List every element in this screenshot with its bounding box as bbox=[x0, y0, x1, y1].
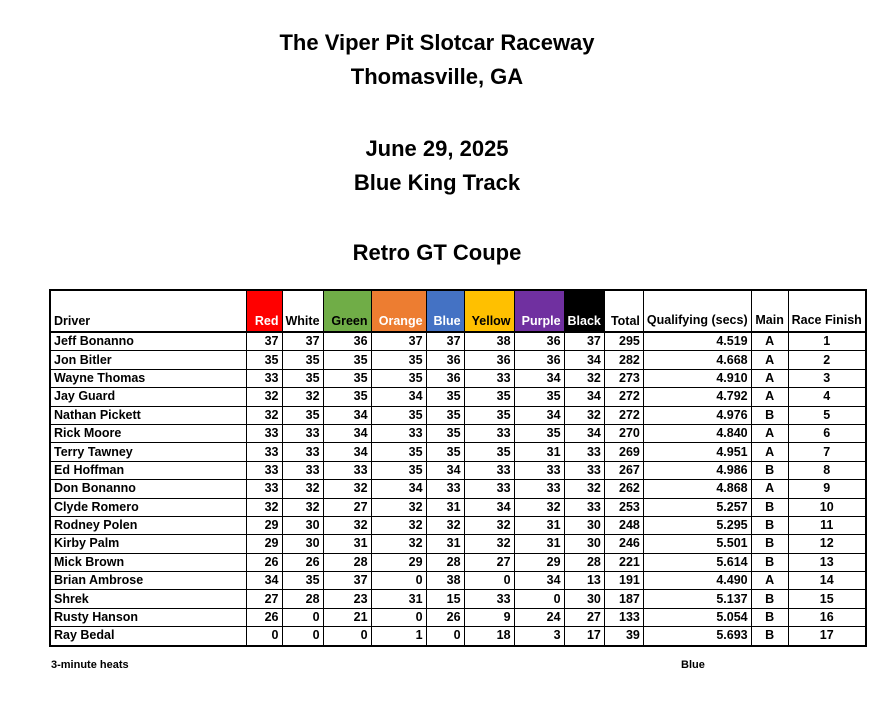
col-total-cell: 269 bbox=[604, 443, 643, 461]
header-row bbox=[50, 290, 866, 332]
col-blue-lane-cell: 36 bbox=[426, 351, 464, 369]
col-total-cell: 253 bbox=[604, 498, 643, 516]
col-driver-cell: Rodney Polen bbox=[50, 516, 246, 534]
col-yellow-lane-cell: 18 bbox=[464, 627, 514, 646]
col-blue-lane-cell: 35 bbox=[426, 443, 464, 461]
col-purple-lane-cell: 0 bbox=[514, 590, 564, 608]
col-red-lane-cell: 35 bbox=[246, 351, 282, 369]
col-black-lane-cell: 33 bbox=[564, 498, 604, 516]
col-red-lane-header: Red bbox=[246, 290, 282, 332]
col-yellow-lane-cell: 38 bbox=[464, 332, 514, 351]
col-white-lane-cell: 35 bbox=[282, 369, 323, 387]
results-table bbox=[49, 289, 867, 647]
col-total-cell: 270 bbox=[604, 424, 643, 442]
col-yellow-lane-cell: 36 bbox=[464, 351, 514, 369]
col-driver-cell: Shrek bbox=[50, 590, 246, 608]
col-white-lane-cell: 35 bbox=[282, 406, 323, 424]
col-white-lane-cell: 33 bbox=[282, 424, 323, 442]
col-white-lane-cell: 35 bbox=[282, 572, 323, 590]
col-purple-lane-cell: 36 bbox=[514, 351, 564, 369]
table-row bbox=[50, 608, 866, 626]
col-orange-lane-cell: 1 bbox=[371, 627, 426, 646]
col-yellow-lane-cell: 35 bbox=[464, 388, 514, 406]
table-row bbox=[50, 332, 866, 351]
col-race-finish-cell: 5 bbox=[788, 406, 866, 424]
table-row bbox=[50, 627, 866, 646]
col-green-lane-cell: 23 bbox=[323, 590, 371, 608]
col-qualifying-cell: 4.868 bbox=[643, 480, 751, 498]
col-orange-lane-cell: 34 bbox=[371, 388, 426, 406]
col-blue-lane-cell: 35 bbox=[426, 424, 464, 442]
col-green-lane-header: Green bbox=[323, 290, 371, 332]
race-date: June 29, 2025 bbox=[365, 136, 509, 161]
col-purple-lane-cell: 31 bbox=[514, 516, 564, 534]
col-main-cell: B bbox=[751, 627, 788, 646]
col-black-lane-cell: 34 bbox=[564, 351, 604, 369]
col-race-finish-header: Race Finish bbox=[788, 290, 866, 332]
col-qualifying-cell: 4.490 bbox=[643, 572, 751, 590]
col-total-cell: 282 bbox=[604, 351, 643, 369]
col-green-lane-cell: 34 bbox=[323, 406, 371, 424]
col-blue-lane-cell: 33 bbox=[426, 480, 464, 498]
col-white-lane-cell: 32 bbox=[282, 480, 323, 498]
col-orange-lane-cell: 0 bbox=[371, 572, 426, 590]
col-total-cell: 267 bbox=[604, 461, 643, 479]
col-driver-cell: Terry Tawney bbox=[50, 443, 246, 461]
col-blue-lane-cell: 35 bbox=[426, 406, 464, 424]
col-driver-header: Driver bbox=[50, 290, 246, 332]
col-orange-lane-cell: 32 bbox=[371, 535, 426, 553]
col-green-lane-cell: 35 bbox=[323, 351, 371, 369]
col-driver-cell: Jon Bitler bbox=[50, 351, 246, 369]
col-orange-lane-cell: 35 bbox=[371, 351, 426, 369]
col-black-lane-cell: 17 bbox=[564, 627, 604, 646]
col-total-cell: 262 bbox=[604, 480, 643, 498]
col-white-lane-cell: 35 bbox=[282, 351, 323, 369]
col-green-lane-cell: 31 bbox=[323, 535, 371, 553]
col-purple-lane-cell: 24 bbox=[514, 608, 564, 626]
col-main-cell: B bbox=[751, 590, 788, 608]
col-total-cell: 221 bbox=[604, 553, 643, 571]
col-total-cell: 248 bbox=[604, 516, 643, 534]
col-qualifying-cell: 4.976 bbox=[643, 406, 751, 424]
col-red-lane-cell: 32 bbox=[246, 388, 282, 406]
col-black-lane-cell: 32 bbox=[564, 369, 604, 387]
col-black-lane-cell: 13 bbox=[564, 572, 604, 590]
col-purple-lane-cell: 36 bbox=[514, 332, 564, 351]
col-main-cell: A bbox=[751, 572, 788, 590]
col-yellow-lane-cell: 9 bbox=[464, 608, 514, 626]
col-blue-lane-cell: 26 bbox=[426, 608, 464, 626]
col-red-lane-cell: 34 bbox=[246, 572, 282, 590]
col-green-lane-cell: 28 bbox=[323, 553, 371, 571]
col-orange-lane-cell: 37 bbox=[371, 332, 426, 351]
col-purple-lane-cell: 34 bbox=[514, 406, 564, 424]
table-row bbox=[50, 516, 866, 534]
col-orange-lane-cell: 32 bbox=[371, 516, 426, 534]
col-yellow-lane-cell: 33 bbox=[464, 590, 514, 608]
col-race-finish-cell: 3 bbox=[788, 369, 866, 387]
col-purple-lane-cell: 33 bbox=[514, 461, 564, 479]
table-row bbox=[50, 406, 866, 424]
col-green-lane-cell: 0 bbox=[323, 627, 371, 646]
col-black-lane-cell: 34 bbox=[564, 424, 604, 442]
col-race-finish-cell: 6 bbox=[788, 424, 866, 442]
col-green-lane-cell: 37 bbox=[323, 572, 371, 590]
col-race-finish-cell: 1 bbox=[788, 332, 866, 351]
table-row bbox=[50, 572, 866, 590]
col-qualifying-cell: 4.840 bbox=[643, 424, 751, 442]
col-race-finish-cell: 11 bbox=[788, 516, 866, 534]
col-main-cell: B bbox=[751, 498, 788, 516]
col-total-header: Total bbox=[604, 290, 643, 332]
col-race-finish-cell: 14 bbox=[788, 572, 866, 590]
col-purple-lane-cell: 31 bbox=[514, 443, 564, 461]
col-race-finish-cell: 9 bbox=[788, 480, 866, 498]
col-orange-lane-cell: 32 bbox=[371, 498, 426, 516]
col-green-lane-cell: 35 bbox=[323, 369, 371, 387]
col-qualifying-cell: 4.668 bbox=[643, 351, 751, 369]
col-orange-lane-cell: 0 bbox=[371, 608, 426, 626]
col-purple-lane-cell: 3 bbox=[514, 627, 564, 646]
col-qualifying-cell: 4.986 bbox=[643, 461, 751, 479]
col-total-cell: 273 bbox=[604, 369, 643, 387]
col-yellow-lane-cell: 34 bbox=[464, 498, 514, 516]
col-qualifying-cell: 5.614 bbox=[643, 553, 751, 571]
col-purple-lane-cell: 33 bbox=[514, 480, 564, 498]
col-red-lane-cell: 0 bbox=[246, 627, 282, 646]
col-total-cell: 272 bbox=[604, 388, 643, 406]
col-yellow-lane-cell: 0 bbox=[464, 572, 514, 590]
col-race-finish-cell: 7 bbox=[788, 443, 866, 461]
col-black-lane-header: Black bbox=[564, 290, 604, 332]
col-yellow-lane-cell: 33 bbox=[464, 424, 514, 442]
col-main-cell: B bbox=[751, 608, 788, 626]
col-red-lane-cell: 29 bbox=[246, 535, 282, 553]
col-driver-cell: Ed Hoffman bbox=[50, 461, 246, 479]
col-main-cell: B bbox=[751, 461, 788, 479]
col-green-lane-cell: 36 bbox=[323, 332, 371, 351]
col-red-lane-cell: 26 bbox=[246, 553, 282, 571]
col-driver-cell: Wayne Thomas bbox=[50, 369, 246, 387]
col-qualifying-cell: 5.054 bbox=[643, 608, 751, 626]
table-row bbox=[50, 443, 866, 461]
col-green-lane-cell: 32 bbox=[323, 480, 371, 498]
col-red-lane-cell: 29 bbox=[246, 516, 282, 534]
col-qualifying-cell: 4.910 bbox=[643, 369, 751, 387]
col-qualifying-header: Qualifying (secs) bbox=[643, 290, 751, 332]
col-blue-lane-cell: 31 bbox=[426, 498, 464, 516]
col-green-lane-cell: 21 bbox=[323, 608, 371, 626]
table-row bbox=[50, 480, 866, 498]
col-total-cell: 133 bbox=[604, 608, 643, 626]
col-black-lane-cell: 30 bbox=[564, 590, 604, 608]
col-main-cell: B bbox=[751, 535, 788, 553]
col-black-lane-cell: 30 bbox=[564, 516, 604, 534]
col-green-lane-cell: 35 bbox=[323, 388, 371, 406]
col-black-lane-cell: 28 bbox=[564, 553, 604, 571]
col-green-lane-cell: 34 bbox=[323, 443, 371, 461]
col-qualifying-cell: 5.295 bbox=[643, 516, 751, 534]
col-main-cell: B bbox=[751, 516, 788, 534]
col-yellow-lane-header: Yellow bbox=[464, 290, 514, 332]
col-green-lane-cell: 33 bbox=[323, 461, 371, 479]
col-total-cell: 39 bbox=[604, 627, 643, 646]
col-white-lane-cell: 37 bbox=[282, 332, 323, 351]
col-white-lane-cell: 0 bbox=[282, 608, 323, 626]
col-purple-lane-cell: 34 bbox=[514, 572, 564, 590]
col-black-lane-cell: 33 bbox=[564, 443, 604, 461]
col-black-lane-cell: 33 bbox=[564, 461, 604, 479]
col-main-cell: A bbox=[751, 332, 788, 351]
col-qualifying-cell: 4.519 bbox=[643, 332, 751, 351]
col-yellow-lane-cell: 33 bbox=[464, 480, 514, 498]
col-blue-lane-cell: 15 bbox=[426, 590, 464, 608]
col-race-finish-cell: 2 bbox=[788, 351, 866, 369]
col-qualifying-cell: 4.792 bbox=[643, 388, 751, 406]
col-white-lane-cell: 33 bbox=[282, 443, 323, 461]
col-red-lane-cell: 32 bbox=[246, 406, 282, 424]
col-red-lane-cell: 33 bbox=[246, 424, 282, 442]
table-row bbox=[50, 553, 866, 571]
col-white-lane-cell: 32 bbox=[282, 498, 323, 516]
col-main-cell: A bbox=[751, 480, 788, 498]
col-red-lane-cell: 26 bbox=[246, 608, 282, 626]
col-blue-lane-cell: 28 bbox=[426, 553, 464, 571]
col-blue-lane-cell: 32 bbox=[426, 516, 464, 534]
table-row bbox=[50, 498, 866, 516]
table-row bbox=[50, 424, 866, 442]
col-driver-cell: Brian Ambrose bbox=[50, 572, 246, 590]
col-race-finish-cell: 13 bbox=[788, 553, 866, 571]
col-orange-lane-cell: 34 bbox=[371, 480, 426, 498]
col-race-finish-cell: 10 bbox=[788, 498, 866, 516]
col-white-lane-header: White bbox=[282, 290, 323, 332]
col-blue-lane-cell: 38 bbox=[426, 572, 464, 590]
col-purple-lane-cell: 29 bbox=[514, 553, 564, 571]
table-row bbox=[50, 535, 866, 553]
col-main-cell: A bbox=[751, 424, 788, 442]
col-blue-lane-cell: 0 bbox=[426, 627, 464, 646]
col-main-cell: A bbox=[751, 388, 788, 406]
table-row bbox=[50, 461, 866, 479]
col-driver-cell: Ray Bedal bbox=[50, 627, 246, 646]
col-black-lane-cell: 32 bbox=[564, 406, 604, 424]
col-total-cell: 191 bbox=[604, 572, 643, 590]
col-purple-lane-cell: 35 bbox=[514, 388, 564, 406]
col-total-cell: 295 bbox=[604, 332, 643, 351]
col-main-cell: B bbox=[751, 406, 788, 424]
col-purple-lane-cell: 34 bbox=[514, 369, 564, 387]
col-yellow-lane-cell: 32 bbox=[464, 516, 514, 534]
col-white-lane-cell: 32 bbox=[282, 388, 323, 406]
col-green-lane-cell: 27 bbox=[323, 498, 371, 516]
col-main-cell: A bbox=[751, 369, 788, 387]
col-total-cell: 187 bbox=[604, 590, 643, 608]
col-green-lane-cell: 34 bbox=[323, 424, 371, 442]
col-yellow-lane-cell: 33 bbox=[464, 461, 514, 479]
col-white-lane-cell: 26 bbox=[282, 553, 323, 571]
col-red-lane-cell: 33 bbox=[246, 480, 282, 498]
col-qualifying-cell: 5.693 bbox=[643, 627, 751, 646]
col-black-lane-cell: 34 bbox=[564, 388, 604, 406]
col-total-cell: 272 bbox=[604, 406, 643, 424]
col-orange-lane-cell: 31 bbox=[371, 590, 426, 608]
col-race-finish-cell: 8 bbox=[788, 461, 866, 479]
col-black-lane-cell: 37 bbox=[564, 332, 604, 351]
col-yellow-lane-cell: 27 bbox=[464, 553, 514, 571]
col-white-lane-cell: 33 bbox=[282, 461, 323, 479]
table-row bbox=[50, 590, 866, 608]
qualifying-lane-note: Blue bbox=[681, 659, 705, 671]
col-yellow-lane-cell: 33 bbox=[464, 369, 514, 387]
col-driver-cell: Clyde Romero bbox=[50, 498, 246, 516]
col-yellow-lane-cell: 32 bbox=[464, 535, 514, 553]
col-qualifying-cell: 5.257 bbox=[643, 498, 751, 516]
heat-length-note: 3-minute heats bbox=[51, 659, 129, 671]
col-race-finish-cell: 4 bbox=[788, 388, 866, 406]
col-driver-cell: Jeff Bonanno bbox=[50, 332, 246, 351]
col-orange-lane-cell: 33 bbox=[371, 424, 426, 442]
col-red-lane-cell: 33 bbox=[246, 443, 282, 461]
col-qualifying-cell: 5.501 bbox=[643, 535, 751, 553]
col-driver-cell: Don Bonanno bbox=[50, 480, 246, 498]
col-qualifying-cell: 4.951 bbox=[643, 443, 751, 461]
table-row bbox=[50, 369, 866, 387]
col-race-finish-cell: 15 bbox=[788, 590, 866, 608]
col-green-lane-cell: 32 bbox=[323, 516, 371, 534]
col-red-lane-cell: 37 bbox=[246, 332, 282, 351]
col-purple-lane-cell: 32 bbox=[514, 498, 564, 516]
col-blue-lane-cell: 31 bbox=[426, 535, 464, 553]
col-white-lane-cell: 30 bbox=[282, 535, 323, 553]
col-white-lane-cell: 28 bbox=[282, 590, 323, 608]
col-black-lane-cell: 30 bbox=[564, 535, 604, 553]
col-main-cell: A bbox=[751, 351, 788, 369]
col-orange-lane-header: Orange bbox=[371, 290, 426, 332]
col-orange-lane-cell: 35 bbox=[371, 369, 426, 387]
col-main-header: Main bbox=[751, 290, 788, 332]
track-name: Blue King Track bbox=[353, 170, 521, 195]
col-red-lane-cell: 32 bbox=[246, 498, 282, 516]
col-driver-cell: Mick Brown bbox=[50, 553, 246, 571]
col-yellow-lane-cell: 35 bbox=[464, 406, 514, 424]
col-total-cell: 246 bbox=[604, 535, 643, 553]
col-driver-cell: Rusty Hanson bbox=[50, 608, 246, 626]
table-body bbox=[50, 332, 866, 646]
col-white-lane-cell: 30 bbox=[282, 516, 323, 534]
col-blue-lane-cell: 36 bbox=[426, 369, 464, 387]
col-driver-cell: Jay Guard bbox=[50, 388, 246, 406]
col-purple-lane-cell: 35 bbox=[514, 424, 564, 442]
col-black-lane-cell: 27 bbox=[564, 608, 604, 626]
table-row bbox=[50, 351, 866, 369]
col-white-lane-cell: 0 bbox=[282, 627, 323, 646]
table-row bbox=[50, 388, 866, 406]
col-orange-lane-cell: 29 bbox=[371, 553, 426, 571]
col-orange-lane-cell: 35 bbox=[371, 461, 426, 479]
col-red-lane-cell: 33 bbox=[246, 461, 282, 479]
col-yellow-lane-cell: 35 bbox=[464, 443, 514, 461]
col-orange-lane-cell: 35 bbox=[371, 406, 426, 424]
col-blue-lane-cell: 34 bbox=[426, 461, 464, 479]
col-purple-lane-header: Purple bbox=[514, 290, 564, 332]
col-orange-lane-cell: 35 bbox=[371, 443, 426, 461]
col-qualifying-cell: 5.137 bbox=[643, 590, 751, 608]
race-class: Retro GT Coupe bbox=[352, 240, 522, 265]
col-black-lane-cell: 32 bbox=[564, 480, 604, 498]
col-red-lane-cell: 33 bbox=[246, 369, 282, 387]
col-purple-lane-cell: 31 bbox=[514, 535, 564, 553]
col-blue-lane-cell: 35 bbox=[426, 388, 464, 406]
col-main-cell: A bbox=[751, 443, 788, 461]
col-driver-cell: Kirby Palm bbox=[50, 535, 246, 553]
col-race-finish-cell: 12 bbox=[788, 535, 866, 553]
col-blue-lane-header: Blue bbox=[426, 290, 464, 332]
col-race-finish-cell: 16 bbox=[788, 608, 866, 626]
col-red-lane-cell: 27 bbox=[246, 590, 282, 608]
col-driver-cell: Nathan Pickett bbox=[50, 406, 246, 424]
col-race-finish-cell: 17 bbox=[788, 627, 866, 646]
raceway-name: The Viper Pit Slotcar Raceway bbox=[279, 30, 595, 55]
col-main-cell: B bbox=[751, 553, 788, 571]
col-driver-cell: Rick Moore bbox=[50, 424, 246, 442]
col-blue-lane-cell: 37 bbox=[426, 332, 464, 351]
raceway-location: Thomasville, GA bbox=[350, 64, 524, 89]
